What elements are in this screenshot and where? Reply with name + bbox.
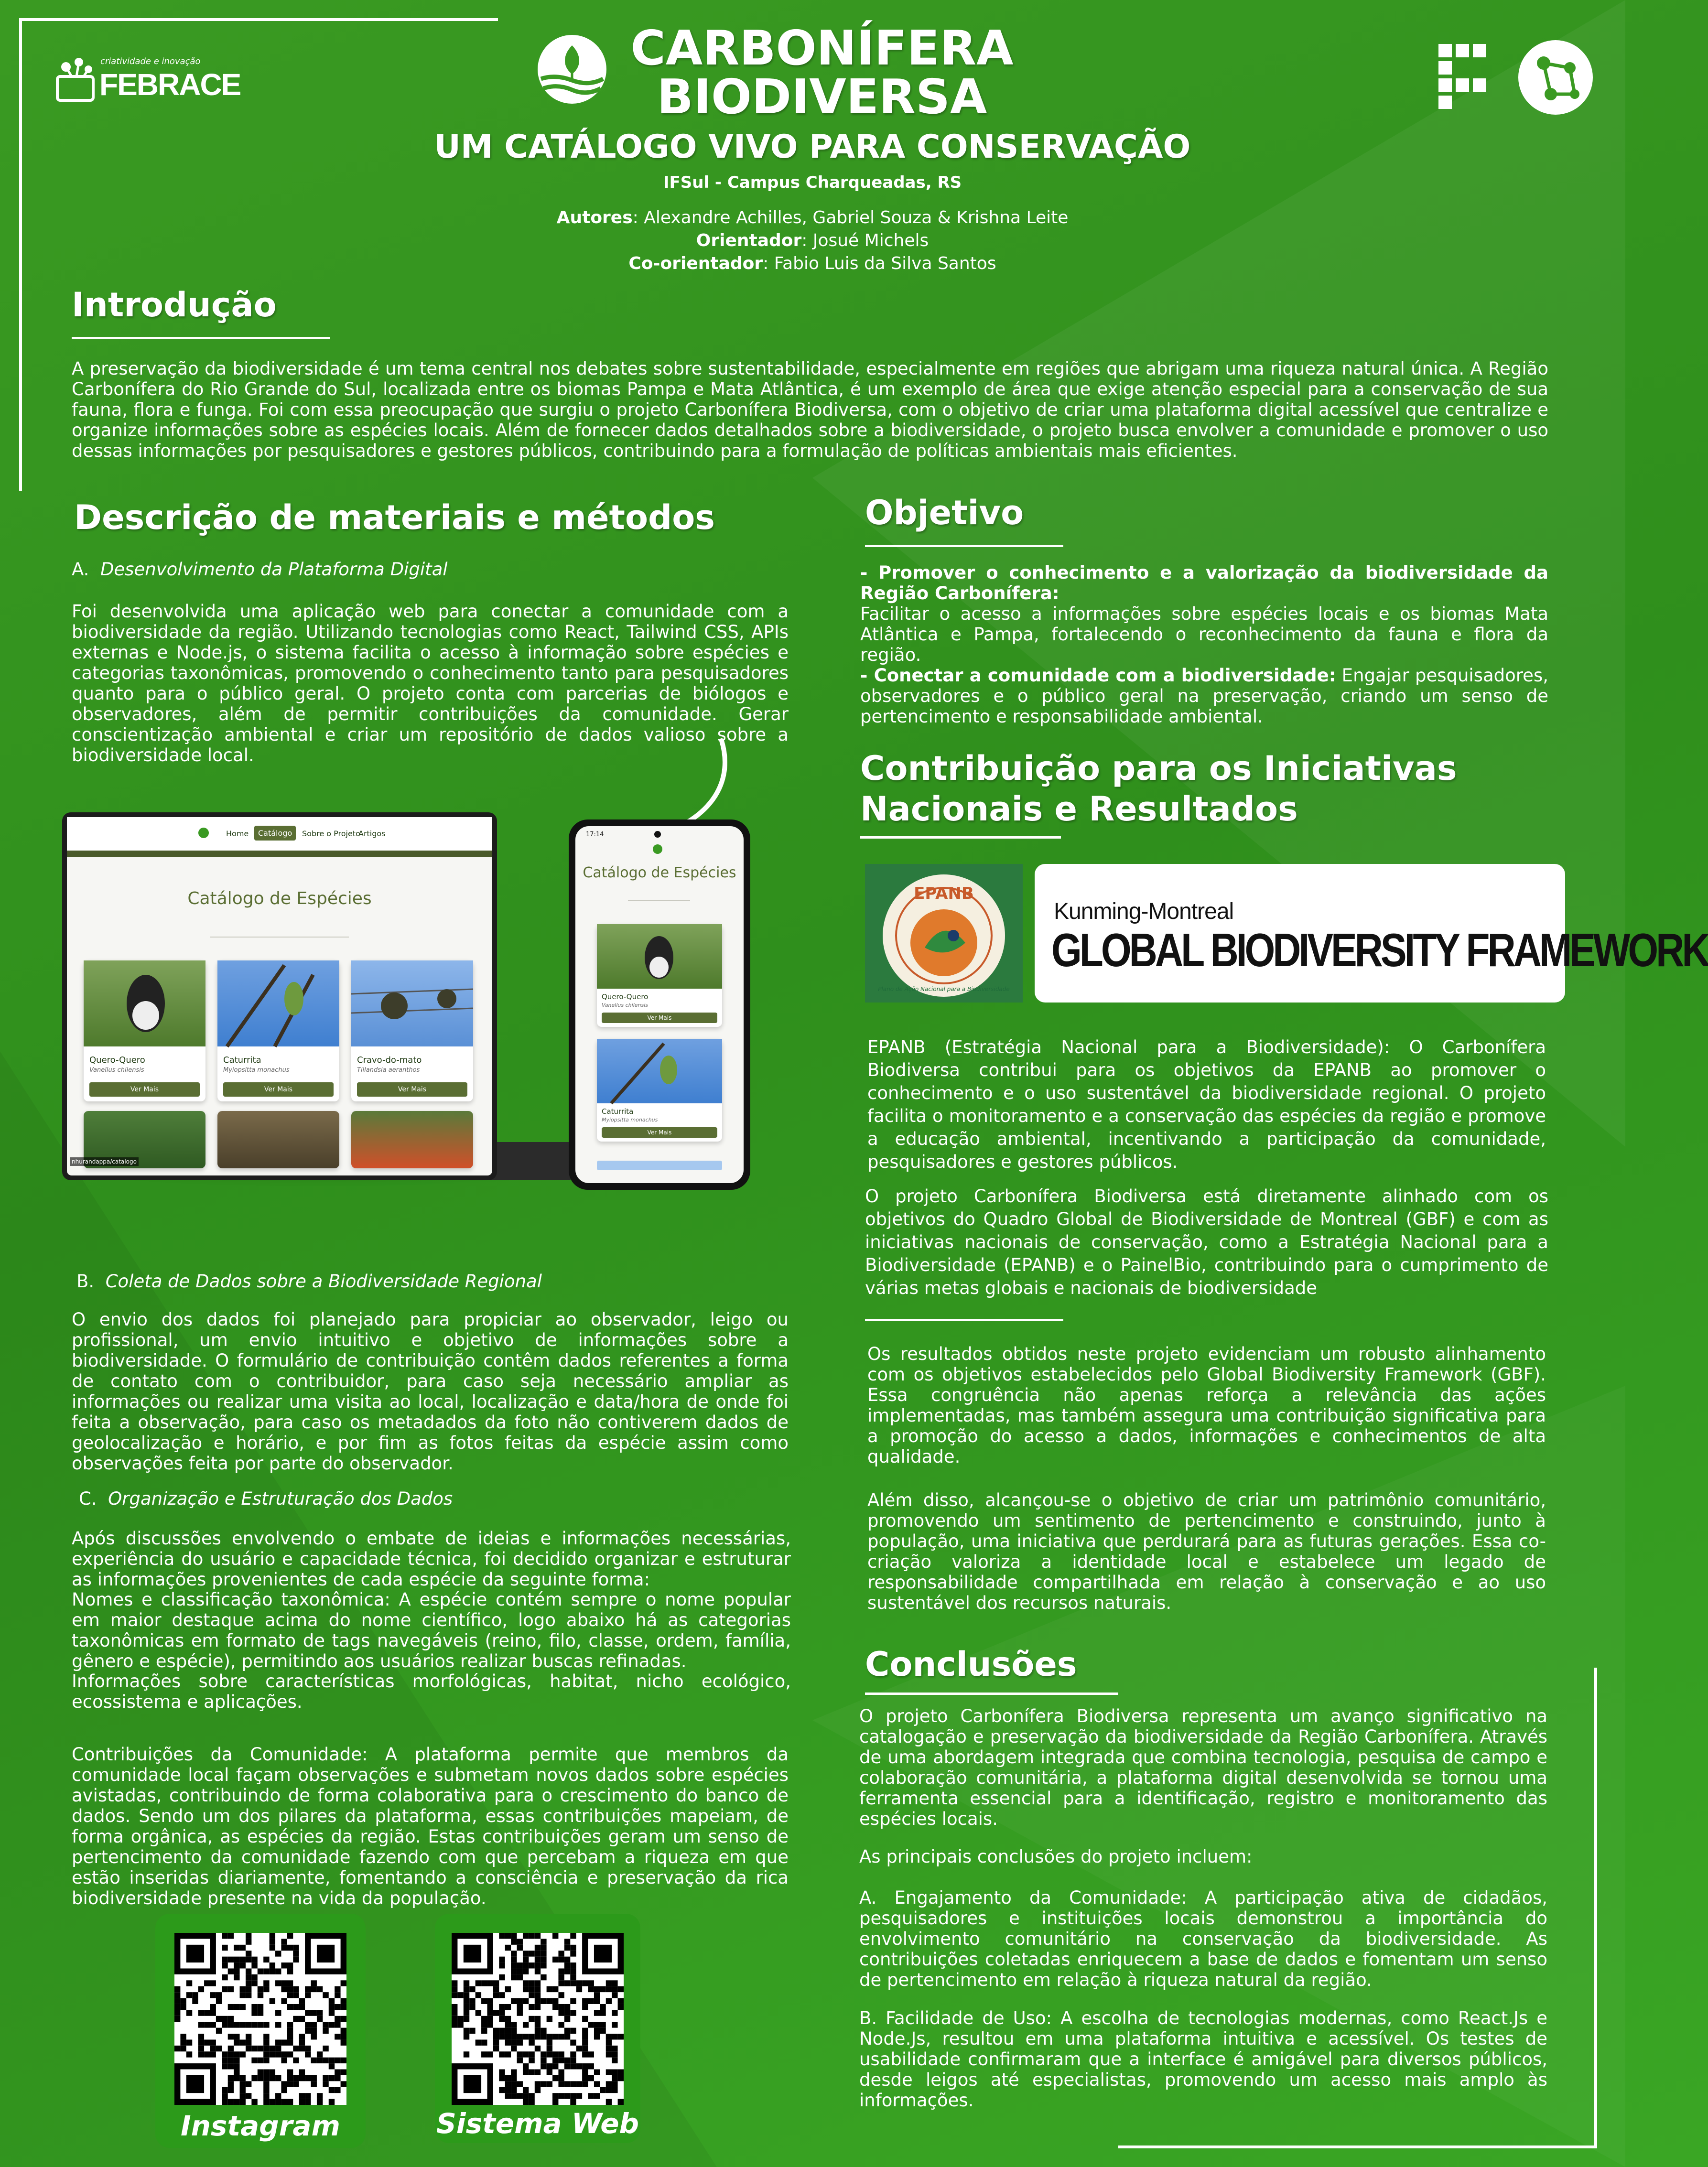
intro-heading: Introdução bbox=[72, 285, 277, 324]
phone-card-1-more-button[interactable]: Ver Mais bbox=[602, 1013, 717, 1023]
laptop-url: nhurandappa/catalogo bbox=[70, 1157, 139, 1166]
laptop-card-6 bbox=[351, 1111, 473, 1168]
phone-camera bbox=[654, 831, 661, 838]
laptop-card-2[interactable] bbox=[217, 960, 339, 1101]
objective-p1: Facilitar o acesso a informações sobre espécies locais e os biomas Mata Atlântica e Pampa, fortalecendo o reconhecimento da fauna e flora da região. bbox=[860, 604, 1548, 665]
qr-web-card[interactable] bbox=[435, 1914, 640, 2143]
laptop-navbar bbox=[67, 817, 492, 857]
laptop-card-3-name: Cravo-do-mato bbox=[357, 1055, 422, 1065]
methods-c-label: C. bbox=[79, 1488, 97, 1509]
laptop-nav-about[interactable]: Sobre o Projeto bbox=[302, 829, 360, 838]
methods-c-text-1: Após discussões envolvendo o embate de ideias e informações necessárias, experiência do usuário e capacidade técnica, foi decidido organizar e estruturar as informações provenientes de cada espécie da seguinte forma: bbox=[72, 1528, 791, 1590]
coadvisor-line bbox=[335, 252, 1290, 275]
laptop-card-2-sci: Myiopsitta monachus bbox=[223, 1067, 290, 1074]
laptop-card-2-name: Caturrita bbox=[223, 1055, 261, 1065]
laptop-card-1-more-button[interactable]: Ver Mais bbox=[89, 1082, 200, 1097]
contrib-heading-line-1: Contribuição para os Iniciativas bbox=[860, 749, 1457, 788]
contrib-p2: O projeto Carbonífera Biodiversa está diretamente alinhado com os objetivos do Quadro Global de Biodiversidade de Montreal (GBF) e com as iniciativas nacionais de conservação, como a Estratégia Nacional para a Biodiversidade (EPANB) e o PainelBio, contribuindo para o cumprimento de várias metas globais e nacionais de biodiversidade bbox=[865, 1186, 1548, 1298]
laptop-title-rule bbox=[210, 937, 349, 938]
methods-community-text: Contribuições da Comunidade: A plataforma permite que membros da comunidade local façam observações e submetam novos dados sobre espécies avistadas, contribuindo de forma colaborativa para o crescimento do banco de dados. Sendo um dos pilares da plataforma, essas contribuições mapeiam, de forma orgânica, as espécies da região. Estas contribuições geram um senso de pertencimento da comunidade fazendo com que percebam a riqueza em que estão inseridas diariamente, fomentando a consciência e preservação da rica biodiversidade presente na vida da população. bbox=[72, 1744, 789, 1908]
methods-c-text-3: Informações sobre características morfológicas, habitat, nicho ecológico, ecossistema e aplicações. bbox=[72, 1671, 791, 1712]
laptop-nav-articles[interactable]: Artigos bbox=[358, 829, 386, 838]
laptop-nav-logo-icon bbox=[198, 828, 209, 838]
globe-network-logo bbox=[1517, 39, 1594, 116]
laptop-nav-home[interactable]: Home bbox=[226, 829, 249, 838]
epanb-logo-text: EPANB bbox=[914, 884, 974, 903]
conclusions-underline bbox=[865, 1693, 1118, 1695]
authors-line bbox=[335, 206, 1290, 229]
gbf-logo bbox=[1035, 864, 1708, 1003]
laptop-card-1-name: Quero-Quero bbox=[89, 1055, 145, 1065]
intro-underline bbox=[72, 337, 330, 339]
phone-parrot-photo bbox=[597, 1039, 722, 1103]
methods-a-label: A. bbox=[72, 559, 89, 580]
bromeliad-photo bbox=[351, 960, 473, 1046]
phone-card-1-sci: Vanellus chilensis bbox=[602, 1002, 649, 1008]
methods-b-title-text: Coleta de Dados sobre a Biodiversidade Regional bbox=[105, 1271, 542, 1292]
qr-instagram-label: Instagram bbox=[181, 2110, 340, 2142]
methods-heading: Descrição de materiais e métodos bbox=[74, 498, 715, 537]
phone-bottom-bar bbox=[597, 1161, 722, 1170]
epanb-ring-text: Plano de Ação Nacional para a Biodiversidade bbox=[878, 986, 1010, 992]
methods-b-title bbox=[76, 1271, 542, 1292]
coadvisor-name: : Fabio Luis da Silva Santos bbox=[763, 254, 996, 273]
conclusions-p2: As principais conclusões do projeto incluem: bbox=[859, 1846, 1253, 1867]
objective-heading: Objetivo bbox=[865, 493, 1024, 532]
phone-catalog-title: Catálogo de Espécies bbox=[583, 864, 736, 881]
laptop-card-1[interactable] bbox=[84, 960, 205, 1101]
contrib-p3: Os resultados obtidos neste projeto evidenciam um robusto alinhamento com os objetivos estabelecidos pelo Global Biodiversity Framework (GBF). Essa congruência não apenas reforça a relevância das ações implementadas, mas também assegura uma contribuição significativa para a promoção do acesso a dados, informações e conhecimentos de alta qualidade. bbox=[867, 1344, 1546, 1467]
authors-label: Autores bbox=[556, 208, 633, 227]
qr-code-web[interactable] bbox=[452, 1933, 624, 2105]
laptop-screen bbox=[62, 812, 497, 1180]
laptop-card-3-sci: Tillandsia aeranthos bbox=[357, 1067, 420, 1074]
if-logo bbox=[1438, 44, 1491, 111]
conclusions-p4: B. Facilidade de Uso: A escolha de tecnologias modernas, como React.Js e Node.Js, resultou em uma plataforma intuitiva e acessível. Os testes de usabilidade confirmaram que a interface é amigável para diversos públicos, desde leigos até especialistas, promovendo um acesso mais amplo às informações. bbox=[859, 2008, 1547, 2111]
phone-mockup bbox=[569, 819, 750, 1190]
phone-card-2-name: Caturrita bbox=[602, 1107, 634, 1116]
phone-card-2[interactable] bbox=[597, 1039, 722, 1142]
advisor-label: Orientador bbox=[696, 231, 802, 250]
bird-photo bbox=[84, 960, 205, 1046]
objective-p2-bold: - Conectar a comunidade com a biodiversidade: bbox=[860, 665, 1336, 686]
contrib-p4: Além disso, alcançou-se o objetivo de criar um patrimônio comunitário, promovendo um sentimento de pertencimento e construindo, junto à população, uma iniciativa que perdurará para as futuras gerações. Essa co-criação valoriza a identidade local e estabelece um legado de responsabilidade compartilhada em relação à conservação e ao uso sustentável dos recursos naturais. bbox=[867, 1490, 1546, 1613]
advisor-line bbox=[335, 229, 1290, 252]
laptop-nav-catalog[interactable]: Catálogo bbox=[254, 826, 296, 841]
title-line-2: BIODIVERSA bbox=[657, 69, 987, 125]
laptop-card-3[interactable] bbox=[351, 960, 473, 1101]
phone-card-1[interactable] bbox=[597, 924, 722, 1027]
gbf-logo-line-2: GLOBAL BIODIVERSITY FRAMEWORK bbox=[1051, 924, 1708, 977]
contrib-divider bbox=[865, 1319, 1063, 1321]
phone-nav-logo-icon bbox=[653, 844, 662, 854]
laptop-catalog-title: Catálogo de Espécies bbox=[187, 889, 372, 908]
laptop-mockup bbox=[62, 812, 497, 1180]
phone-bird-photo bbox=[597, 924, 722, 989]
laptop-card-3-more-button[interactable]: Ver Mais bbox=[357, 1082, 467, 1097]
contrib-p1: EPANB (Estratégia Nacional para a Biodiversidade): O Carbonífera Biodiversa contribui para os objetivos da EPANB ao promover o conhecimento e o uso sustentável da biodiversidade regional. O projeto facilita o monitoramento e a conservação das espécies da região e promove a educação ambiental, incentivando a participação da comunidade, pesquisadores e gestores públicos. bbox=[867, 1037, 1546, 1172]
title-line-1: CARBONÍFERA bbox=[630, 20, 1014, 76]
gbf-logo-line-1: Kunming-Montreal bbox=[1054, 899, 1234, 924]
conclusions-p3: A. Engajamento da Comunidade: A participação ativa de cidadãos, pesquisadores e instituições locais demonstrou a importância do envolvimento comunitário na conservação da biodiversidade. As contribuições coletadas enriquecem a base de dados e fomentam um senso de pertencimento em relação à riqueza natural da região. bbox=[859, 1887, 1547, 1990]
qr-code-instagram[interactable] bbox=[174, 1933, 346, 2105]
contrib-heading-line-2: Nacionais e Resultados bbox=[860, 789, 1298, 829]
conclusions-heading: Conclusões bbox=[865, 1645, 1077, 1684]
phone-status-time: 17:14 bbox=[586, 831, 604, 838]
authors-names: : Alexandre Achilles, Gabriel Souza & Krishna Leite bbox=[632, 208, 1069, 227]
methods-b-label: B. bbox=[76, 1271, 95, 1292]
leaf-logo-icon bbox=[536, 33, 608, 105]
methods-a-title bbox=[72, 559, 448, 580]
objective-p2: Engajar pesquisadores, observadores e o público geral na preservação, criando um senso de pertencimento e responsabilidade ambiental. bbox=[860, 665, 1548, 727]
methods-c-text-2: Nomes e classificação taxonômica: A espécie contém sempre o nome popular em maior destaque acima do nome científico, logo abaixo há as categorias taxonômicas em formato de tags navegáveis (reino, filo, classe, ordem, família, gênero e espécie), permitindo aos usuários realizar buscas refinadas. bbox=[72, 1589, 791, 1671]
methods-a-title-text: Desenvolvimento da Plataforma Digital bbox=[100, 559, 448, 580]
febrace-icon bbox=[53, 55, 98, 108]
contrib-underline bbox=[860, 836, 1061, 839]
qr-web-label: Sistema Web bbox=[436, 2107, 639, 2140]
methods-b-text: O envio dos dados foi planejado para propiciar ao observador, leigo ou profissional, um envio intuitivo e objetivo de informações sobre a biodiversidade. O formulário de contribuição contêm dados referentes a forma de contato com o contribuidor, para caso seja necessário ampliar as informações ou realizar uma visita ao local, localização e data/hora de onde foi feita a observação, para caso os metadados da foto não contiverem dados de geolocalização e horário, e por fim as fotos feitas da espécie assim como observações feita por parte do observador. bbox=[72, 1309, 789, 1474]
objective-underline bbox=[865, 545, 1063, 547]
advisor-name: : Josué Michels bbox=[801, 231, 929, 250]
objective-text bbox=[860, 562, 1548, 727]
laptop-card-5 bbox=[217, 1111, 339, 1168]
epanb-logo bbox=[865, 864, 1023, 1003]
institution: IFSul - Campus Charqueadas, RS bbox=[663, 173, 962, 192]
parrot-photo bbox=[217, 960, 339, 1046]
subtitle: UM CATÁLOGO VIVO PARA CONSERVAÇÃO bbox=[434, 128, 1191, 166]
methods-a-text: Foi desenvolvida uma aplicação web para conectar a comunidade com a biodiversidade da região. Utilizando tecnologias como React, Tailwind CSS, APIs externas e Node.js, o sistema facilita o acesso à informação sobre espécies e categorias taxonômicas, promovendo o conhecimento tanto para pesquisadores quanto para o público geral. O projeto conta com parcerias de biólogos e observadores, além de permitir contribuições da comunidade. Gerar conscientização ambiental e criar um repositório de dados valioso sobre a biodiversidade local. bbox=[72, 601, 789, 765]
febrace-logo bbox=[53, 53, 241, 110]
laptop-card-1-sci: Vanellus chilensis bbox=[89, 1067, 144, 1074]
methods-c-title-text: Organização e Estruturação dos Dados bbox=[108, 1488, 453, 1509]
qr-instagram-card[interactable] bbox=[155, 1914, 366, 2148]
methods-c-title bbox=[79, 1488, 453, 1509]
phone-card-2-sci: Myiopsitta monachus bbox=[602, 1117, 658, 1123]
coadvisor-label: Co-orientador bbox=[628, 254, 763, 273]
febrace-name: FEBRACE bbox=[99, 67, 241, 102]
phone-title-rule bbox=[628, 900, 690, 901]
febrace-tagline: criatividade e inovação bbox=[100, 56, 201, 66]
conclusions-p1: O projeto Carbonífera Biodiversa representa um avanço significativo na catalogação e preservação da biodiversidade da Região Carbonífera. Através de uma abordagem integrada que combina tecnologia, pesquisa de campo e colaboração comunitária, a plataforma digital desenvolvida se tornou uma ferramenta essencial para a identificação, registro e monitoramento das espécies locais. bbox=[859, 1706, 1547, 1829]
phone-card-1-name: Quero-Quero bbox=[602, 992, 649, 1001]
intro-text: A preservação da biodiversidade é um tema central nos debates sobre sustentabilidade, especialmente em regiões que abrigam uma riqueza natural única. A Região Carbonífera do Rio Grande do Sul, localizada entre os biomas Pampa e Mata Atlântica, é um exemplo de área que exige atenção especial para a conservação de sua fauna, flora e funga. Foi com essa preocupação que surgiu o projeto Carbonífera Biodiversa, com o objetivo de criar uma plataforma digital acessível que centralize e organize informações sobre as espécies locais. Além de fornecer dados detalhados sobre a biodiversidade, o projeto busca envolver a comunidade e promover o uso dessas informações por pesquisadores e gestores públicos, contribuindo para a formulação de políticas ambientais mais eficientes. bbox=[72, 358, 1548, 461]
objective-p1-bold: - Promover o conhecimento e a valorização da biodiversidade da Região Carbonífera: bbox=[860, 562, 1548, 604]
laptop-card-2-more-button[interactable]: Ver Mais bbox=[223, 1082, 334, 1097]
phone-card-2-more-button[interactable]: Ver Mais bbox=[602, 1127, 717, 1138]
